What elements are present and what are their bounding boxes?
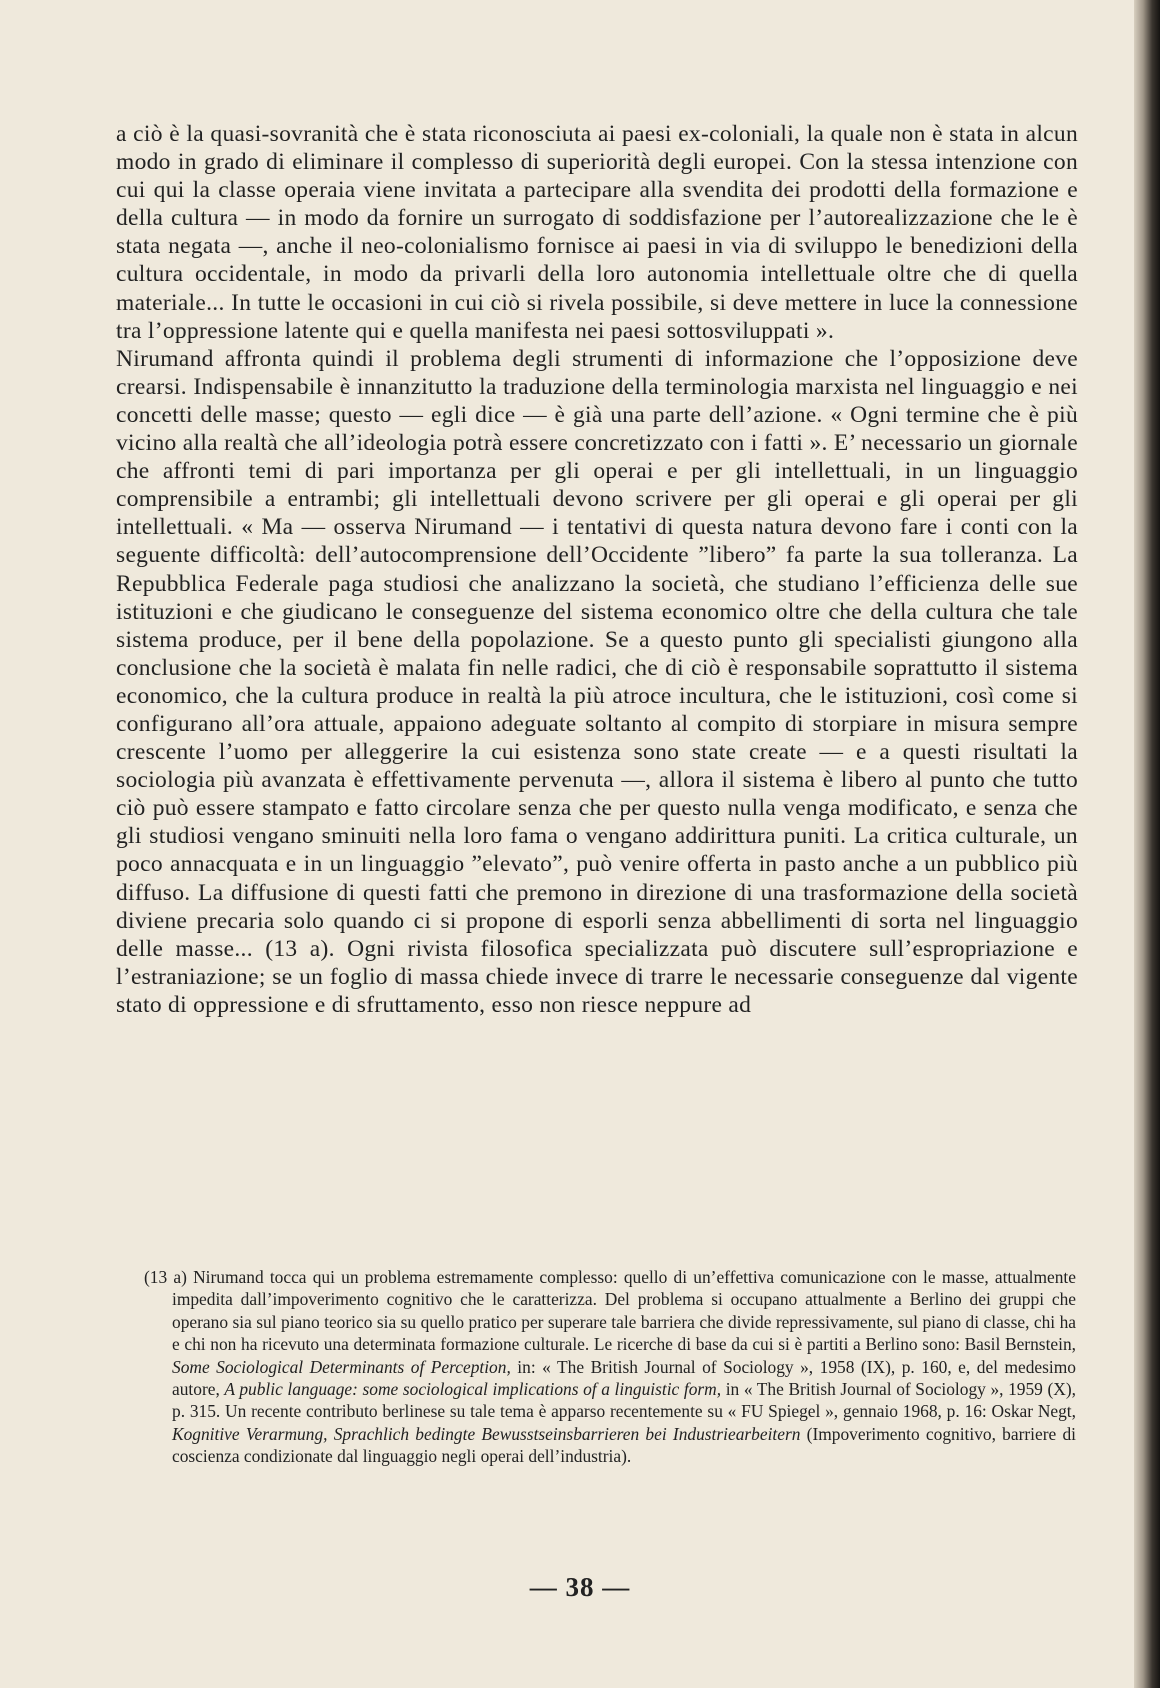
footnote-text: in: « The British Journal of Sociology », 1958 (IX), p. 160, e, del medesimo autore, — [172, 1356, 1076, 1400]
main-text — [116, 120, 1078, 1019]
footnote-reference: (13 a). — [265, 935, 335, 962]
footnote-label: (13 a) — [144, 1267, 187, 1287]
footnotes — [144, 1266, 1076, 1468]
citation-title: Kognitive Verarmung, Sprachlich bedingte Bewusstseinsbarrieren bei Industriearbeitern — [172, 1423, 801, 1444]
paragraph-text: Nirumand affronta quindi il problema degli strumenti di informazione che l’opposizione deve crearsi. Indispensabile è innanzitutto la traduzione della terminologia marxista nel linguaggio e nei concetti delle masse; questo — egli dice — è già una parte dell’azione. « Ogni termine che è più vicino alla realtà che all’ideologia potrà essere concretizzato con i fatti ». E’ necessario un giornale che affronti temi di pari importanza per gli operai e per gli intellettuali, in un linguaggio comprensibile a entrambi; gli intellettuali devono scrivere per gli operai e gli operai per gli intellettuali. « Ma — osserva Nirumand — i tentativi di questa natura devono fare i conti con la seguente difficoltà: dell’autocomprensione dell’Occidente ”libero” fa parte la sua tolleranza. La Repubblica Federale paga studiosi che analizzano la società, che studiano l’efficienza delle sue istituzioni e che giudicano le conseguenze del sistema economico oltre che della cultura che tale sistema produce, per il bene della popolazione. Se a questo punto gli specialisti giungono alla conclusione che la società è malata fin nelle radici, che di ciò è responsabile soprattutto il sistema economico, che la cultura produce in realtà la più atroce incultura, che le istituzioni, così come si configurano all’ora attuale, appaiono adeguate soltanto al compito di storpiare in misura sempre crescente l’uomo per alleggerire la cui esistenza sono state create — e a questi risultati la sociologia più avanzata è effettivamente pervenuta —, allora il sistema è libero al punto che tutto ciò può essere stampato e fatto circolare senza che per questo nulla venga modificato, e senza che gli studiosi vengano sminuiti nella loro fama o vengano addirittura puniti. La critica culturale, un poco annacquata e in un linguaggio ”elevato”, può venire offerta in pasto anche a un pubblico più diffuso. La diffusione di questi fatti che premono in direzione di una trasformazione della società diviene precaria solo quando ci si propone di esporli senza abbellimenti di sorta nel linguaggio delle masse... — [116, 345, 1078, 962]
paragraph: a ciò è la quasi-sovranità che è stata riconosciuta ai paesi ex-coloniali, la quale non è stata in alcun modo in grado di eliminare il complesso di superiorità degli europei. Con la stessa intenzione con cui qui la classe operaia viene invitata a partecipare alla svendita dei prodotti della formazione e della cultura — in modo da fornire un surrogato di soddisfazione per l’autorealizzazione che le è stata negata —, anche il neo-colonialismo fornisce ai paesi in via di sviluppo le benedizioni della cultura occidentale, in modo da privarli della loro autonomia intellettuale oltre che di quella materiale... In tutte le occasioni in cui ciò si rivela possibile, si deve mettere in luce la connessione tra l’oppressione latente qui e quella manifesta nei paesi sottosviluppati ». — [116, 121, 1078, 344]
citation-title: Some Sociological Determinants of Perception, — [172, 1356, 511, 1377]
citation-title: A public language: some sociological implications of a linguistic form, — [224, 1379, 722, 1400]
footnote-text: (Impoverimento cognitivo, barriere di coscienza condizionate dal linguaggio negli operai dell’industria). — [172, 1423, 1076, 1467]
page-edge-shadow — [1134, 0, 1160, 1688]
paragraph-text: Ogni rivista filosofica specializzata può discutere sull’espropriazione e l’estraniazione; se un foglio di massa chiede invece di trarre le necessarie conseguenze dal vigente stato di oppressione e di sfruttamento, esso non riesce neppure ad — [116, 935, 1078, 1018]
footnote-text: Nirumand tocca qui un problema estremamente complesso: quello di un’effettiva comunicazione con le masse, attualmente impedita dall’impoverimento cognitivo che le caratterizza. Del problema si occupano attualmente a Berlino dei gruppi che operano sia sul piano teorico sia su quello pratico per superare tale barriera che divide repressivamente, sul piano di classe, chi ha e chi non ha ricevuto una determinata formazione culturale. Le ricerche di base da cui si è partiti a Berlino sono: Basil Bernstein, — [172, 1267, 1076, 1355]
paragraph — [116, 345, 1078, 1019]
page-number: — 38 — — [529, 1572, 631, 1602]
footnote — [144, 1266, 1076, 1468]
footnote-text: in « The British Journal of Sociology », 1959 (X), p. 315. Un recente contributo berlinese su tale tema è apparso recentemente su « FU Spiegel », gennaio 1968, p. 16: Oskar Negt, — [172, 1379, 1076, 1422]
